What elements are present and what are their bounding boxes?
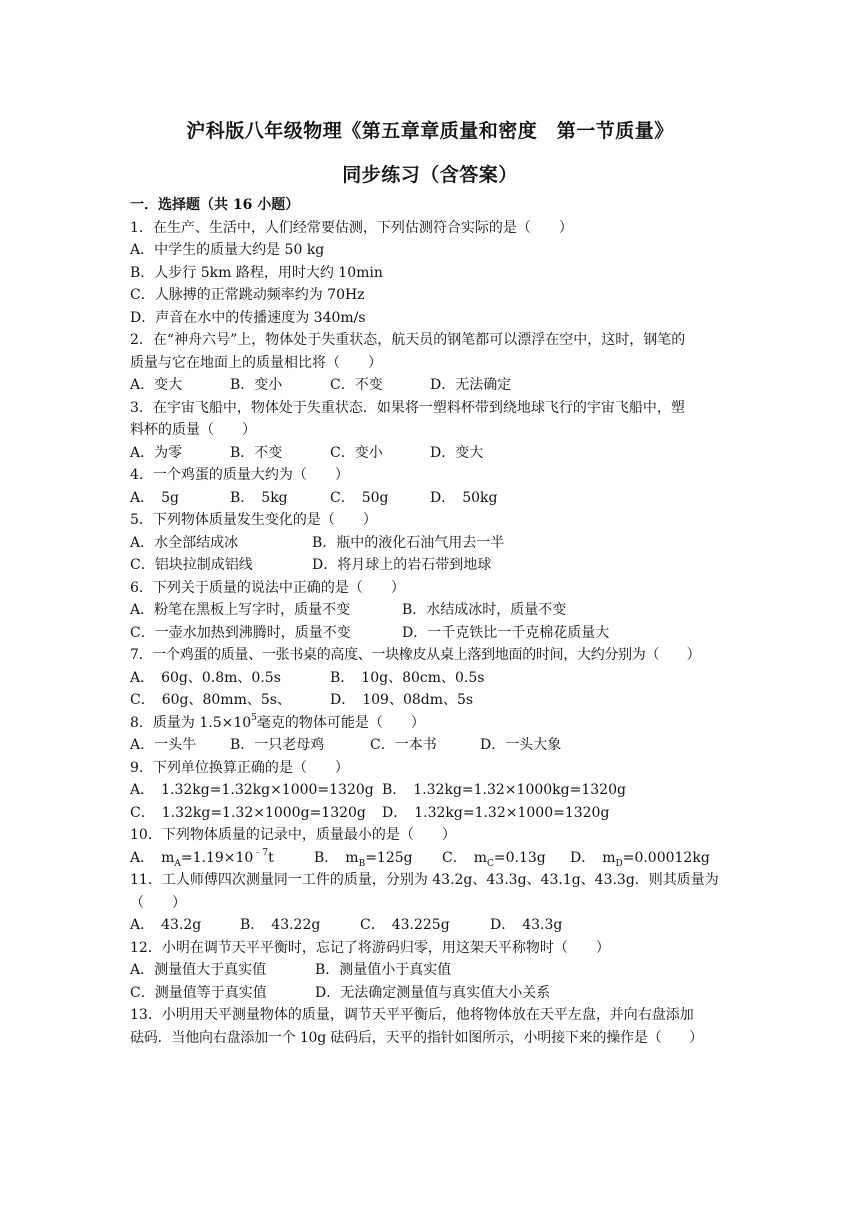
question-6-stem: 6．下列关于质量的说法中正确的是（ ） xyxy=(130,579,405,596)
question-3-option-a: A．为零 xyxy=(130,444,183,461)
question-5-stem: 5．下列物体质量发生变化的是（ ） xyxy=(130,512,377,528)
question-12-option-a: A．测量值大于真实值 xyxy=(130,962,267,978)
document-title: 沪科版八年级物理《第五章章质量和密度 第一节质量》 xyxy=(186,120,674,142)
question-3-option-c: C．变小 xyxy=(330,444,383,461)
option-a-label: A． m xyxy=(130,849,175,866)
question-4-options xyxy=(130,487,740,510)
question-6-option-a: A．粉笔在黑板上写字时，质量不变 xyxy=(130,602,351,618)
question-1-option-d: D．声音在水中的传播速度为 340m/s xyxy=(130,309,366,326)
option-c-value: =0.13g xyxy=(493,849,546,866)
question-7-option-b: B． 10g、80cm、0.5s xyxy=(330,669,485,686)
option-a-exponent: ﹣7 xyxy=(253,847,269,858)
question-5-option-d: D．将月球上的岩石带到地球 xyxy=(312,557,492,573)
question-2-stem-cont: 质量与它在地面上的质量相比将（ ） xyxy=(130,354,382,371)
question-2-option-b: B．变小 xyxy=(230,377,283,393)
question-1-option-a: A．中学生的质量大约是 50 kg xyxy=(130,242,325,258)
section-heading: 一．选择题（共 16 小题） xyxy=(130,197,300,213)
question-1-option-c: C．人脉搏的正常跳动频率约为 70Hz xyxy=(130,287,365,303)
question-9-options-row2 xyxy=(130,802,740,825)
question-12-option-c: C．测量值等于真实值 xyxy=(130,984,267,1001)
question-5-options-row1 xyxy=(130,532,740,555)
question-10-option-b xyxy=(314,847,442,870)
question-1-option-b: B．人步行 5km 路程，用时大约 10min xyxy=(130,264,383,281)
question-4-option-d: D． 50kg xyxy=(430,489,498,506)
question-11-option-a: A． 43.2g xyxy=(130,917,202,933)
question-8-stem-text-cont: 毫克的物体可能是（ ） xyxy=(256,714,425,731)
question-10-option-a xyxy=(130,847,314,870)
option-a-value: =1.19×10 xyxy=(180,849,254,866)
question-4-stem: 4．一个鸡蛋的质量大约为（ ） xyxy=(130,467,349,483)
question-8-options xyxy=(130,734,740,757)
question-11-stem-cont: （ ） xyxy=(130,894,186,911)
question-8-option-b: B．一只老母鸡 xyxy=(230,737,325,753)
question-6-option-d: D．一千克铁比一千克棉花质量大 xyxy=(402,624,610,641)
question-13-stem: 13．小明用天平测量物体的质量，调节天平平衡后，他将物体放在天平左盘，并向右盘添加 xyxy=(130,1007,694,1023)
question-12-stem: 12．小明在调节天平平衡时，忘记了将游码归零，用这架天平称物时（ ） xyxy=(130,939,610,956)
question-8-stem xyxy=(130,712,740,735)
question-12-options-row1 xyxy=(130,959,740,982)
question-11-option-c: C． 43.225g xyxy=(360,917,450,933)
question-13-stem-cont: 砝码．当他向右盘添加一个 10g 砝码后，天平的指针如图所示，小明接下来的操作是（ ） xyxy=(130,1029,703,1046)
question-10-option-c xyxy=(442,847,570,870)
question-2-option-c: C．不变 xyxy=(330,377,383,393)
question-3-stem: 3．在宇宙飞船中，物体处于失重状态．如果将一塑料杯带到绕地球飞行的宇宙飞船中，塑 xyxy=(130,399,685,416)
question-12-options-row2 xyxy=(130,982,740,1005)
question-8-exponent: 5 xyxy=(251,712,257,723)
question-8-option-d: D．一头大象 xyxy=(480,737,562,753)
question-7-option-a: A． 60g、0.8m、0.5s xyxy=(130,669,281,686)
question-10-options xyxy=(130,847,740,870)
option-a-subscript: A xyxy=(174,858,181,869)
question-9-option-d: D． 1.32kg=1.32×1000=1320g xyxy=(382,804,610,821)
question-3-option-b: B．不变 xyxy=(230,444,283,461)
question-6-option-c: C．一壶水加热到沸腾时，质量不变 xyxy=(130,624,351,641)
question-10-stem: 10．下列物体质量的记录中，质量最小的是（ ） xyxy=(130,827,456,843)
question-2-stem: 2．在“神舟六号”上，物体处于失重状态，航天员的钢笔都可以漂浮在空中，这时，钢笔的 xyxy=(130,332,686,348)
question-2-option-d: D．无法确定 xyxy=(430,377,512,393)
question-8-stem-text: 8．质量为 1.5×10 xyxy=(130,714,252,731)
document-subtitle: 同步练习（含答案） xyxy=(342,164,518,186)
question-5-option-a: A．水全部结成冰 xyxy=(130,534,239,551)
question-5-options-row2 xyxy=(130,554,740,577)
question-4-option-a: A． 5g xyxy=(130,489,179,506)
question-9-stem: 9．下列单位换算正确的是（ ） xyxy=(130,759,349,776)
question-11-option-d: D． 43.3g xyxy=(490,917,563,933)
question-3-option-d: D．变大 xyxy=(430,444,484,461)
question-9-options-row1 xyxy=(130,779,740,802)
option-c-label: C． m xyxy=(442,849,487,866)
question-9-option-a: A． 1.32kg=1.32kg×1000=1320g xyxy=(130,782,374,798)
question-8-option-c: C．一本书 xyxy=(370,737,437,753)
question-5-option-b: B．瓶中的液化石油气用去一半 xyxy=(312,534,505,551)
option-d-value: =0.00012kg xyxy=(622,849,710,866)
question-9-option-c: C． 1.32kg=1.32×1000g=1320g xyxy=(130,804,366,821)
question-12-option-d: D．无法确定测量值与真实值大小关系 xyxy=(315,984,551,1001)
question-list xyxy=(130,194,740,1049)
question-3-stem-cont: 料杯的质量（ ） xyxy=(130,422,256,438)
option-b-subscript: B xyxy=(358,858,366,869)
question-10-option-d xyxy=(570,847,730,870)
question-2-options xyxy=(130,374,740,397)
option-d-label: D． m xyxy=(570,849,616,866)
question-7-options-row1 xyxy=(130,667,740,690)
question-6-option-b: B．水结成冰时，质量不变 xyxy=(402,602,567,618)
question-6-options-row2 xyxy=(130,622,740,645)
question-4-option-c: C． 50g xyxy=(330,489,389,506)
option-b-value: =125g xyxy=(365,849,413,866)
question-8-option-a: A．一头牛 xyxy=(130,737,197,753)
question-7-option-d: D． 109、08dm、5s xyxy=(330,692,474,708)
question-6-options-row1 xyxy=(130,599,740,622)
question-7-option-c: C． 60g、80mm、5s、 xyxy=(130,692,291,708)
question-7-options-row2 xyxy=(130,689,740,712)
question-2-option-a: A．变大 xyxy=(130,377,183,393)
option-d-subscript: D xyxy=(615,858,623,869)
question-4-option-b: B． 5kg xyxy=(230,489,288,506)
question-12-option-b: B．测量值小于真实值 xyxy=(315,962,452,978)
question-11-options xyxy=(130,914,740,937)
question-9-option-b: B． 1.32kg=1.32×1000kg=1320g xyxy=(382,782,626,798)
question-5-option-c: C．铝块拉制成铝线 xyxy=(130,557,253,573)
question-3-options xyxy=(130,442,740,465)
question-1-stem: 1．在生产、生活中，人们经常要估测，下列估测符合实际的是（ ） xyxy=(130,219,573,236)
question-11-option-b: B． 43.22g xyxy=(240,917,321,933)
option-b-label: B． m xyxy=(314,849,359,866)
option-c-subscript: C xyxy=(487,858,494,869)
question-11-stem: 11．工人师傅四次测量同一工件的质量，分别为 43.2g、43.3g、43.1g、43.3g．则其质量为 xyxy=(130,872,719,888)
option-a-unit: t xyxy=(268,849,274,866)
question-7-stem: 7．一个鸡蛋的质量、一张书桌的高度、一块橡皮从桌上落到地面的时间，大约分别为（ ） xyxy=(130,647,701,663)
